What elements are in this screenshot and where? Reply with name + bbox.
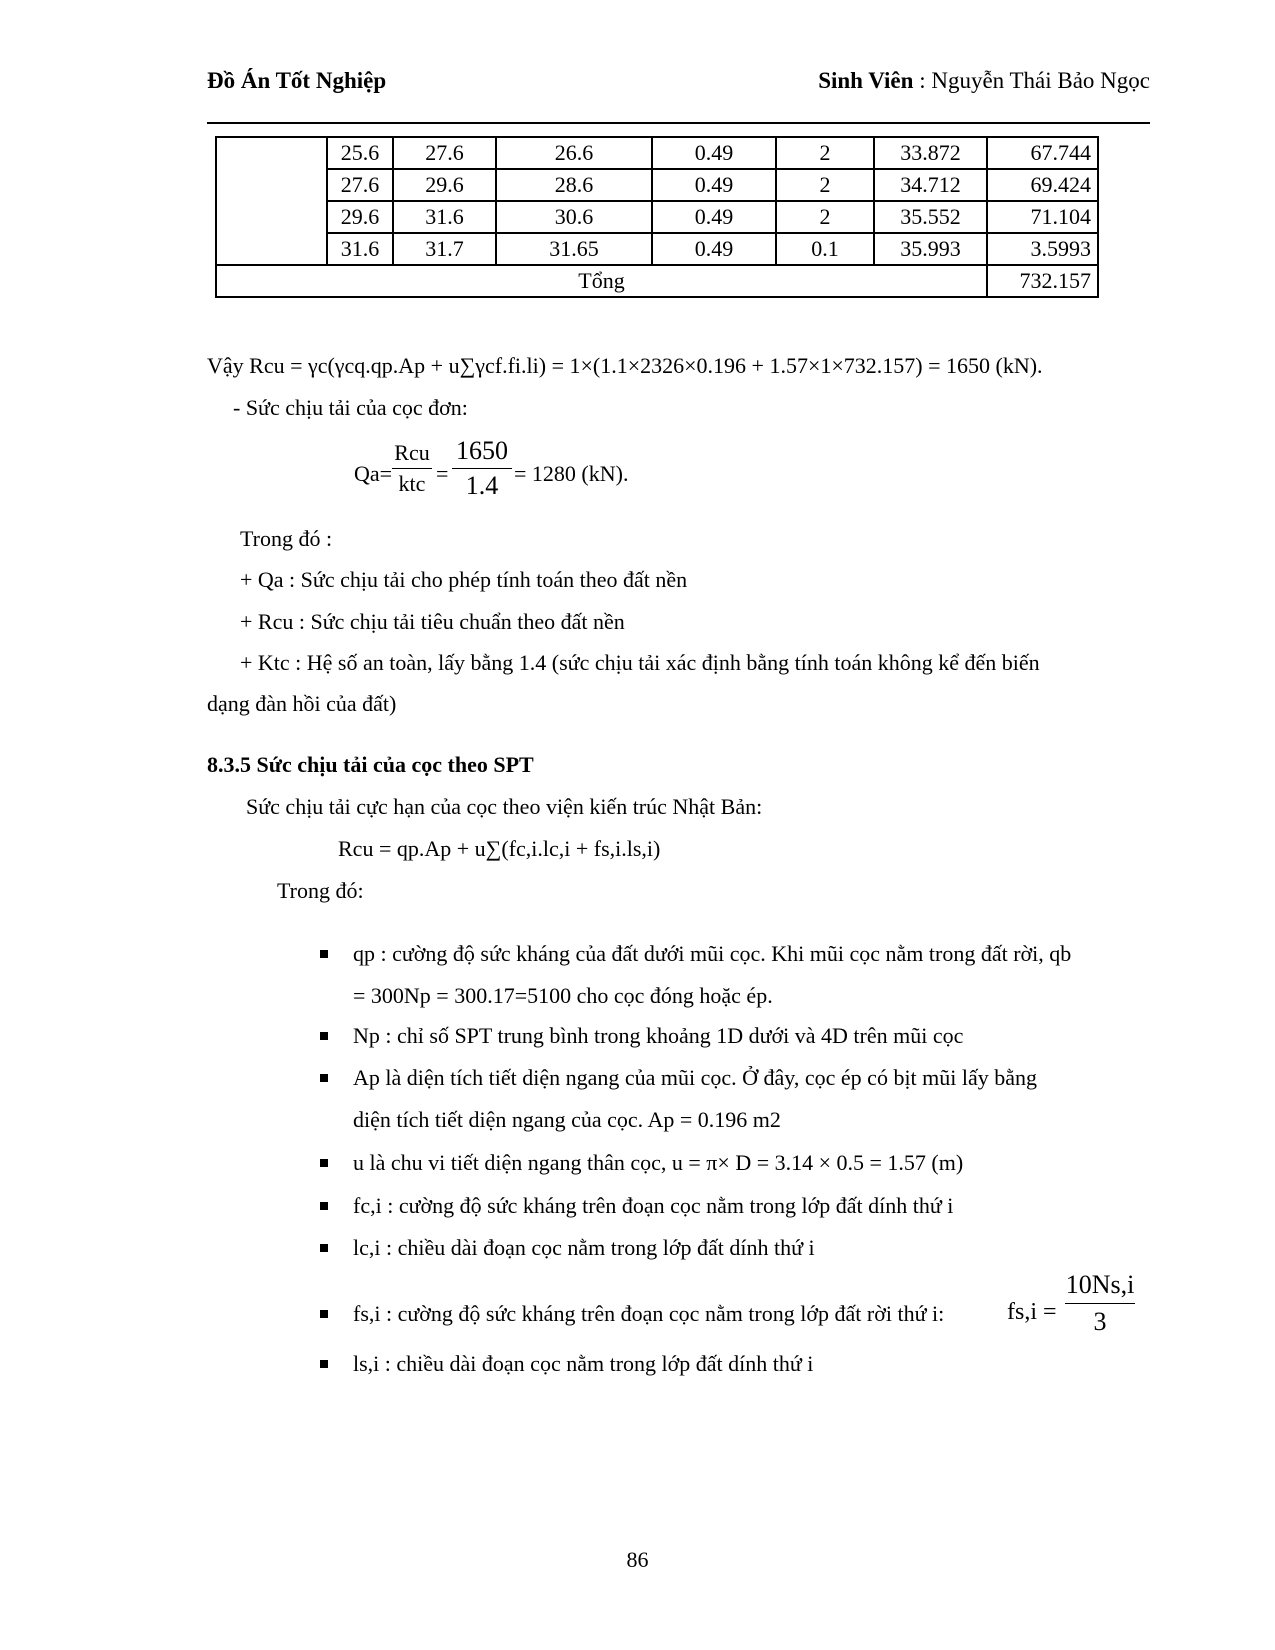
qa-lhs: Qa= bbox=[354, 461, 393, 486]
table-cell: 31.65 bbox=[496, 233, 652, 265]
table-cell: 71.104 bbox=[987, 201, 1098, 233]
table-body bbox=[216, 137, 1098, 297]
table-cell: 30.6 bbox=[496, 201, 652, 233]
table-cell: 2 bbox=[776, 137, 874, 169]
single-pile-title: - Sức chịu tải của cọc đơn: bbox=[233, 395, 468, 420]
bullet-qp-line1: qp : cường độ sức kháng của đất dưới mũi cọc. Khi mũi cọc nằm trong đất rời, qb bbox=[353, 941, 1072, 966]
table-cell: 0.49 bbox=[652, 137, 776, 169]
table-cell: 29.6 bbox=[327, 201, 393, 233]
qa-frac2-den: 1.4 bbox=[465, 471, 499, 500]
table-cell: 0.1 bbox=[776, 233, 874, 265]
def-qa: + Qa : Sức chịu tải cho phép tính toán theo đất nền bbox=[240, 567, 688, 592]
qa-frac2-num: 1650 bbox=[456, 436, 508, 465]
rcu-equation: Vậy Rcu = γc(γcq.qp.Ap + u∑γcf.fi.li) = 1×(1.1×2326×0.196 + 1.57×1×732.157) = 1650 (kN). bbox=[207, 353, 1043, 378]
bullet-ap-line1: Ap là diện tích tiết diện ngang của mũi cọc. Ở đây, cọc ép có bịt mũi lấy bằng bbox=[353, 1065, 1038, 1090]
fsi-fraction bbox=[1065, 1270, 1135, 1337]
table-cell: 69.424 bbox=[987, 169, 1098, 201]
qa-frac1-den: ktc bbox=[398, 471, 426, 496]
qa-frac1-num: Rcu bbox=[394, 440, 430, 465]
friction-table bbox=[215, 136, 1099, 298]
table-cell: 31.6 bbox=[393, 201, 496, 233]
bullet-marker bbox=[320, 1244, 328, 1252]
bullet-marker bbox=[320, 1202, 328, 1210]
bullet-marker bbox=[320, 1360, 328, 1368]
bullet-qp-line2: = 300Np = 300.17=5100 cho cọc đóng hoặc ép. bbox=[353, 983, 773, 1008]
table-cell: 0.49 bbox=[652, 169, 776, 201]
bullet-marker bbox=[320, 1032, 328, 1040]
table-total-value: 732.157 bbox=[987, 265, 1098, 297]
bullet-marker bbox=[320, 1159, 328, 1167]
def-rcu: + Rcu : Sức chịu tải tiêu chuẩn theo đất nền bbox=[240, 609, 625, 634]
bullet-marker bbox=[320, 1310, 328, 1318]
section-intro: Sức chịu tải cực hạn của cọc theo viện kiến trúc Nhật Bản: bbox=[246, 794, 763, 819]
fsi-den: 3 bbox=[1093, 1307, 1107, 1336]
header-student-label: Sinh Viên bbox=[818, 68, 914, 93]
table-cell: 2 bbox=[776, 169, 874, 201]
fsi-bar bbox=[1065, 1303, 1135, 1304]
bullet-marker bbox=[320, 950, 328, 958]
def-ktc-line2: dạng đàn hồi của đất) bbox=[207, 691, 397, 716]
bullet-ap-line2: diện tích tiết diện ngang của cọc. Ap = 0.196 m2 bbox=[353, 1107, 781, 1132]
section-heading: 8.3.5 Sức chịu tải của cọc theo SPT bbox=[207, 752, 534, 777]
table-row bbox=[216, 201, 1098, 233]
table-cell: 34.712 bbox=[874, 169, 987, 201]
table-cell: 26.6 bbox=[496, 137, 652, 169]
header-separator: : bbox=[913, 68, 932, 93]
where-label: Trong đó : bbox=[240, 526, 333, 551]
bullet-np: Np : chỉ số SPT trung bình trong khoảng 1D dưới và 4D trên mũi cọc bbox=[353, 1023, 964, 1048]
bullet-fci: fc,i : cường độ sức kháng trên đoạn cọc nằm trong lớp đất dính thứ i bbox=[353, 1193, 954, 1218]
table-cell: 27.6 bbox=[327, 169, 393, 201]
table-cell: 0.49 bbox=[652, 201, 776, 233]
bullet-lci: lc,i : chiều dài đoạn cọc nằm trong lớp đất dính thứ i bbox=[353, 1235, 815, 1260]
qa-fraction-2 bbox=[452, 436, 512, 501]
table-cell: 0.49 bbox=[652, 233, 776, 265]
table-cell: 2 bbox=[776, 201, 874, 233]
bullet-lsi: ls,i : chiều dài đoạn cọc nằm trong lớp đất dính thứ i bbox=[353, 1351, 814, 1376]
table-row bbox=[216, 233, 1098, 265]
table-cell: 31.6 bbox=[327, 233, 393, 265]
table-cell: 31.7 bbox=[393, 233, 496, 265]
fsi-num: 10Ns,i bbox=[1065, 1270, 1135, 1299]
table-cell: 25.6 bbox=[327, 137, 393, 169]
qa-equals: = bbox=[436, 461, 449, 486]
fsi-lhs: fs,i = bbox=[1007, 1299, 1057, 1325]
qa-frac2-bar bbox=[452, 468, 512, 469]
table-cell: 3.5993 bbox=[987, 233, 1098, 265]
table-cell: 33.872 bbox=[874, 137, 987, 169]
page-number: 86 bbox=[626, 1547, 649, 1572]
header-title: Đồ Án Tốt Nghiệp bbox=[207, 68, 387, 93]
table-total-row bbox=[216, 265, 1098, 297]
header-rule bbox=[207, 122, 1150, 124]
table-total-label: Tổng bbox=[216, 265, 987, 297]
table-cell: 35.552 bbox=[874, 201, 987, 233]
section-where: Trong đó: bbox=[277, 878, 364, 903]
table-row bbox=[216, 137, 1098, 169]
table-cell: 28.6 bbox=[496, 169, 652, 201]
header-student bbox=[818, 68, 1150, 94]
qa-fraction-1 bbox=[392, 440, 432, 497]
bullet-marker bbox=[320, 1074, 328, 1082]
qa-frac1-bar bbox=[392, 468, 432, 469]
table-empty-cell bbox=[216, 137, 327, 265]
bullet-u: u là chu vi tiết diện ngang thân cọc, u = π× D = 3.14 × 0.5 = 1.57 (m) bbox=[353, 1150, 964, 1175]
table-cell: 27.6 bbox=[393, 137, 496, 169]
table-row bbox=[216, 169, 1098, 201]
table-cell: 67.744 bbox=[987, 137, 1098, 169]
def-ktc-line1: + Ktc : Hệ số an toàn, lấy bằng 1.4 (sức chịu tải xác định bằng tính toán không kể đến biến bbox=[240, 650, 1040, 675]
header-student-name: Nguyễn Thái Bảo Ngọc bbox=[931, 68, 1150, 93]
bullet-fsi: fs,i : cường độ sức kháng trên đoạn cọc nằm trong lớp đất rời thứ i: bbox=[353, 1301, 945, 1326]
qa-result: = 1280 (kN). bbox=[514, 461, 629, 486]
table-cell: 29.6 bbox=[393, 169, 496, 201]
spt-formula: Rcu = qp.Ap + u∑(fc,i.lc,i + fs,i.ls,i) bbox=[338, 836, 661, 861]
table-cell: 35.993 bbox=[874, 233, 987, 265]
